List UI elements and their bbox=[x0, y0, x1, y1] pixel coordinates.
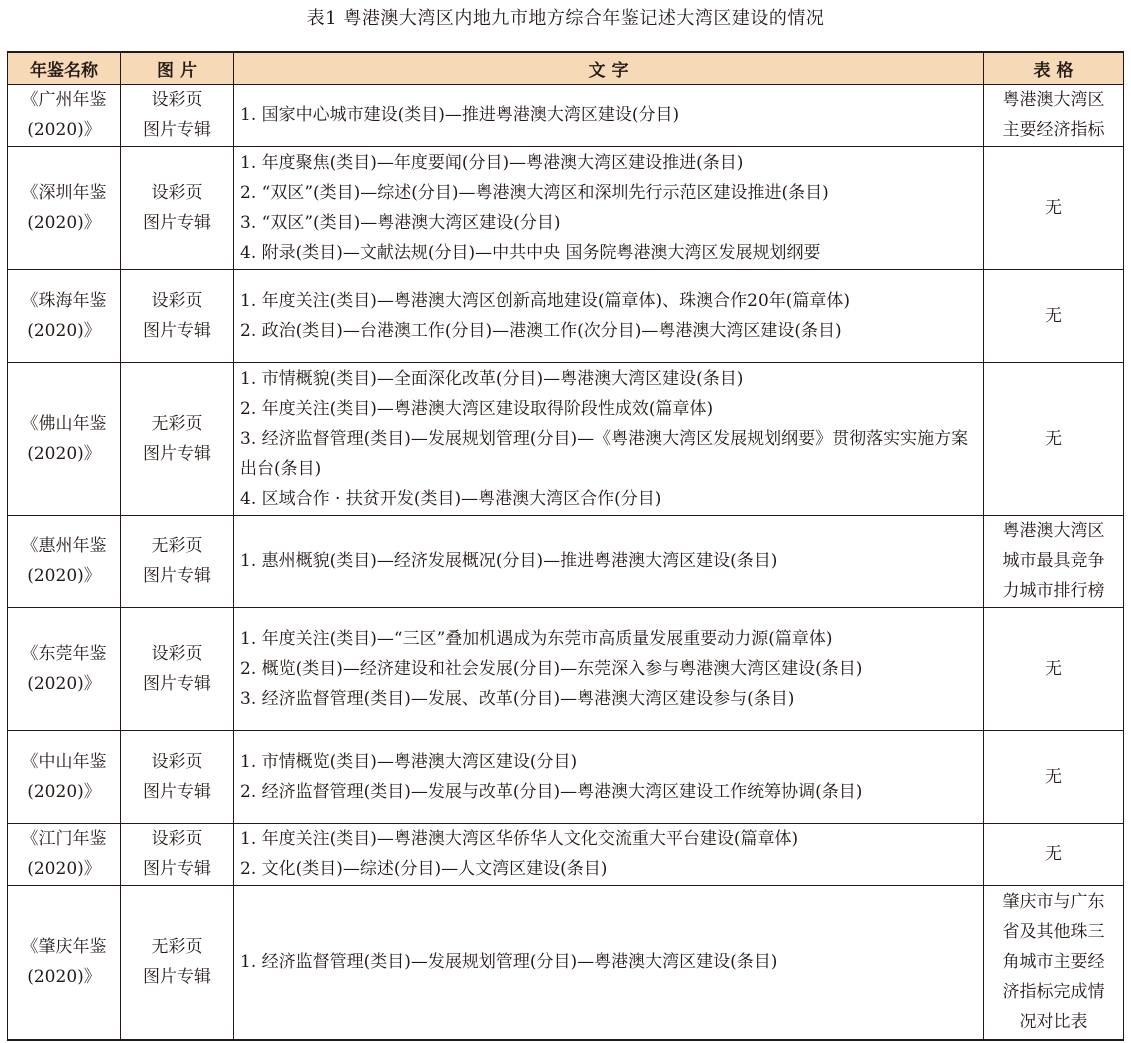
cell-line: 2. 年度关注(类目)—粤港澳大湾区建设取得阶段性成效(篇章体) bbox=[240, 398, 714, 419]
cell-line: 1. 市情概貌(类目)—全面深化改革(分目)—粤港澳大湾区建设(条目) bbox=[240, 368, 744, 389]
table-row bbox=[8, 146, 1124, 269]
picture-cell bbox=[121, 607, 234, 730]
picture-cell bbox=[121, 146, 234, 269]
cell-line: 设彩页 bbox=[151, 90, 203, 110]
cell-line: 图片专辑 bbox=[143, 967, 211, 988]
table-info-cell bbox=[984, 84, 1124, 146]
table-info-cell bbox=[984, 885, 1124, 1040]
cell-line: 无彩页 bbox=[151, 413, 203, 434]
cell-line: 4. 区域合作 · 扶贫开发(类目)—粤港澳大湾区合作(分目) bbox=[240, 488, 662, 509]
cell-line: 设彩页 bbox=[151, 182, 203, 203]
yearbook-name-cell bbox=[8, 607, 121, 730]
cell-line: 无 bbox=[1045, 305, 1062, 326]
cell-line: 《珠海年鉴 bbox=[21, 290, 107, 311]
cell-line: 图片专辑 bbox=[143, 859, 211, 879]
table-row bbox=[8, 885, 1124, 1040]
cell-line: (2020)》 bbox=[27, 566, 101, 586]
table-row bbox=[8, 730, 1124, 823]
yearbook-name-cell bbox=[8, 823, 121, 885]
text-cell bbox=[234, 362, 984, 515]
cell-line: 1. 国家中心城市建设(类目)—推进粤港澳大湾区建设(分目) bbox=[240, 105, 680, 125]
cell-line: 粤港澳大湾区 bbox=[1002, 90, 1105, 110]
cell-line: 1. 年度关注(类目)—“三区”叠加机遇成为东莞市高质量发展重要动力源(篇章体) bbox=[240, 628, 833, 649]
cell-line: 1. 年度关注(类目)—粤港澳大湾区华侨华人文化交流重大平台建设(篇章体) bbox=[240, 829, 799, 849]
cell-line: (2020)》 bbox=[27, 673, 101, 694]
cell-line: 无 bbox=[1045, 844, 1062, 864]
cell-line: 无彩页 bbox=[151, 937, 203, 958]
table-info-cell bbox=[984, 823, 1124, 885]
picture-cell bbox=[121, 269, 234, 362]
cell-line: 图片专辑 bbox=[143, 212, 211, 233]
cell-line: 无 bbox=[1045, 766, 1062, 787]
cell-line: 《中山年鉴 bbox=[21, 751, 107, 772]
cell-line: (2020)》 bbox=[27, 320, 101, 341]
text-cell bbox=[234, 607, 984, 730]
cell-line: 2. 概览(类目)—经济建设和社会发展(分目)—东莞深入参与粤港澳大湾区建设(条目) bbox=[240, 658, 863, 679]
header-row bbox=[8, 52, 1124, 84]
cell-line: 1. 年度关注(类目)—粤港澳大湾区创新高地建设(篇章体)、珠澳合作20年(篇章体) bbox=[240, 290, 851, 311]
cell-line: 设彩页 bbox=[151, 290, 203, 311]
table-row bbox=[8, 362, 1124, 515]
table-info-cell bbox=[984, 146, 1124, 269]
cell-line: 无彩页 bbox=[151, 536, 203, 556]
table-info-cell bbox=[984, 607, 1124, 730]
cell-line: 2. 经济监督管理(类目)—发展与改革(分目)—粤港澳大湾区建设工作统筹协调(条目) bbox=[240, 781, 863, 802]
header-text: 文 字 bbox=[234, 52, 984, 84]
picture-cell bbox=[121, 730, 234, 823]
picture-cell bbox=[121, 362, 234, 515]
table-info-cell bbox=[984, 269, 1124, 362]
text-cell bbox=[234, 823, 984, 885]
header-name: 年鉴名称 bbox=[8, 52, 121, 84]
cell-line: 《惠州年鉴 bbox=[21, 536, 107, 556]
cell-line: 《佛山年鉴 bbox=[21, 413, 107, 434]
cell-line: 力城市排行榜 bbox=[1002, 581, 1105, 601]
cell-line: 设彩页 bbox=[151, 829, 203, 849]
text-cell bbox=[234, 730, 984, 823]
cell-line: 角城市主要经 bbox=[1002, 952, 1105, 973]
cell-line: 图片专辑 bbox=[143, 443, 211, 464]
yearbook-name-cell bbox=[8, 84, 121, 146]
table-info-cell bbox=[984, 362, 1124, 515]
cell-line: 2. 文化(类目)—综述(分目)—人文湾区建设(条目) bbox=[240, 859, 608, 879]
yearbook-name-cell bbox=[8, 515, 121, 607]
cell-line: 《东莞年鉴 bbox=[21, 643, 107, 664]
table-info-cell bbox=[984, 515, 1124, 607]
cell-line: 3. 经济监督管理(类目)—发展规划管理(分目)—《粤港澳大湾区发展规划纲要》贯彻落实实施方案出台(条目) bbox=[240, 428, 969, 479]
text-cell bbox=[234, 515, 984, 607]
cell-line: 1. 惠州概貌(类目)—经济发展概况(分目)—推进粤港澳大湾区建设(条目) bbox=[240, 551, 778, 571]
cell-line: 无 bbox=[1045, 428, 1062, 449]
cell-line: 《肇庆年鉴 bbox=[21, 937, 107, 958]
cell-line: 图片专辑 bbox=[143, 320, 211, 341]
cell-line: 2. 政治(类目)—台港澳工作(分目)—港澳工作(次分目)—粤港澳大湾区建设(条目) bbox=[240, 320, 842, 341]
cell-line: (2020)》 bbox=[27, 212, 101, 233]
table-body bbox=[8, 84, 1124, 1040]
text-cell bbox=[234, 146, 984, 269]
table-info-cell bbox=[984, 730, 1124, 823]
cell-line: (2020)》 bbox=[27, 443, 101, 464]
cell-line: 1. 年度聚焦(类目)—年度要闻(分目)—粤港澳大湾区建设推进(条目) bbox=[240, 152, 744, 173]
cell-line: (2020)》 bbox=[27, 967, 101, 988]
table-row bbox=[8, 823, 1124, 885]
cell-line: 设彩页 bbox=[151, 751, 203, 772]
table-caption: 表1 粤港澳大湾区内地九市地方综合年鉴记述大湾区建设的情况 bbox=[306, 8, 825, 29]
text-cell bbox=[234, 269, 984, 362]
cell-line: 况对比表 bbox=[1019, 1012, 1088, 1033]
picture-cell bbox=[121, 885, 234, 1040]
cell-line: 图片专辑 bbox=[143, 781, 211, 802]
cell-line: 城市最具竞争 bbox=[1002, 551, 1105, 571]
text-cell bbox=[234, 885, 984, 1040]
cell-line: 图片专辑 bbox=[143, 120, 211, 140]
cell-line: (2020)》 bbox=[27, 120, 101, 140]
table-row bbox=[8, 607, 1124, 730]
cell-line: 3. 经济监督管理(类目)—发展、改革(分目)—粤港澳大湾区建设参与(条目) bbox=[240, 688, 795, 709]
picture-cell bbox=[121, 84, 234, 146]
cell-line: 《广州年鉴 bbox=[21, 90, 107, 110]
yearbook-name-cell bbox=[8, 146, 121, 269]
cell-line: 省及其他珠三 bbox=[1002, 922, 1105, 943]
cell-line: 济指标完成情 bbox=[1002, 982, 1105, 1003]
cell-line: 1. 市情概览(类目)—粤港澳大湾区建设(分目) bbox=[240, 751, 578, 772]
cell-line: (2020)》 bbox=[27, 859, 101, 879]
yearbook-name-cell bbox=[8, 730, 121, 823]
cell-line: 《江门年鉴 bbox=[21, 829, 107, 849]
cell-line: 图片专辑 bbox=[143, 673, 211, 694]
cell-line: 粤港澳大湾区 bbox=[1002, 521, 1105, 541]
cell-line: 《深圳年鉴 bbox=[21, 182, 107, 203]
yearbook-name-cell bbox=[8, 885, 121, 1040]
cell-line: 无 bbox=[1045, 658, 1062, 679]
cell-line: 肇庆市与广东 bbox=[1002, 892, 1105, 913]
text-cell bbox=[234, 84, 984, 146]
cell-line: 主要经济指标 bbox=[1002, 120, 1105, 140]
cell-line: 设彩页 bbox=[151, 643, 203, 664]
yearbook-name-cell bbox=[8, 362, 121, 515]
cell-line: 4. 附录(类目)—文献法规(分目)—中共中央 国务院粤港澳大湾区发展规划纲要 bbox=[240, 242, 821, 263]
yearbook-table bbox=[7, 51, 1124, 1041]
cell-line: 1. 经济监督管理(类目)—发展规划管理(分目)—粤港澳大湾区建设(条目) bbox=[240, 952, 778, 973]
header-table: 表 格 bbox=[984, 52, 1124, 84]
yearbook-name-cell bbox=[8, 269, 121, 362]
cell-line: 2. “双区”(类目)—综述(分目)—粤港澳大湾区和深圳先行示范区建设推进(条目) bbox=[240, 182, 829, 203]
cell-line: 无 bbox=[1045, 197, 1062, 218]
cell-line: 图片专辑 bbox=[143, 566, 211, 586]
cell-line: 3. “双区”(类目)—粤港澳大湾区建设(分目) bbox=[240, 212, 561, 233]
picture-cell bbox=[121, 823, 234, 885]
picture-cell bbox=[121, 515, 234, 607]
table-row bbox=[8, 84, 1124, 146]
table-row bbox=[8, 269, 1124, 362]
table-row bbox=[8, 515, 1124, 607]
header-picture: 图 片 bbox=[121, 52, 234, 84]
cell-line: (2020)》 bbox=[27, 781, 101, 802]
